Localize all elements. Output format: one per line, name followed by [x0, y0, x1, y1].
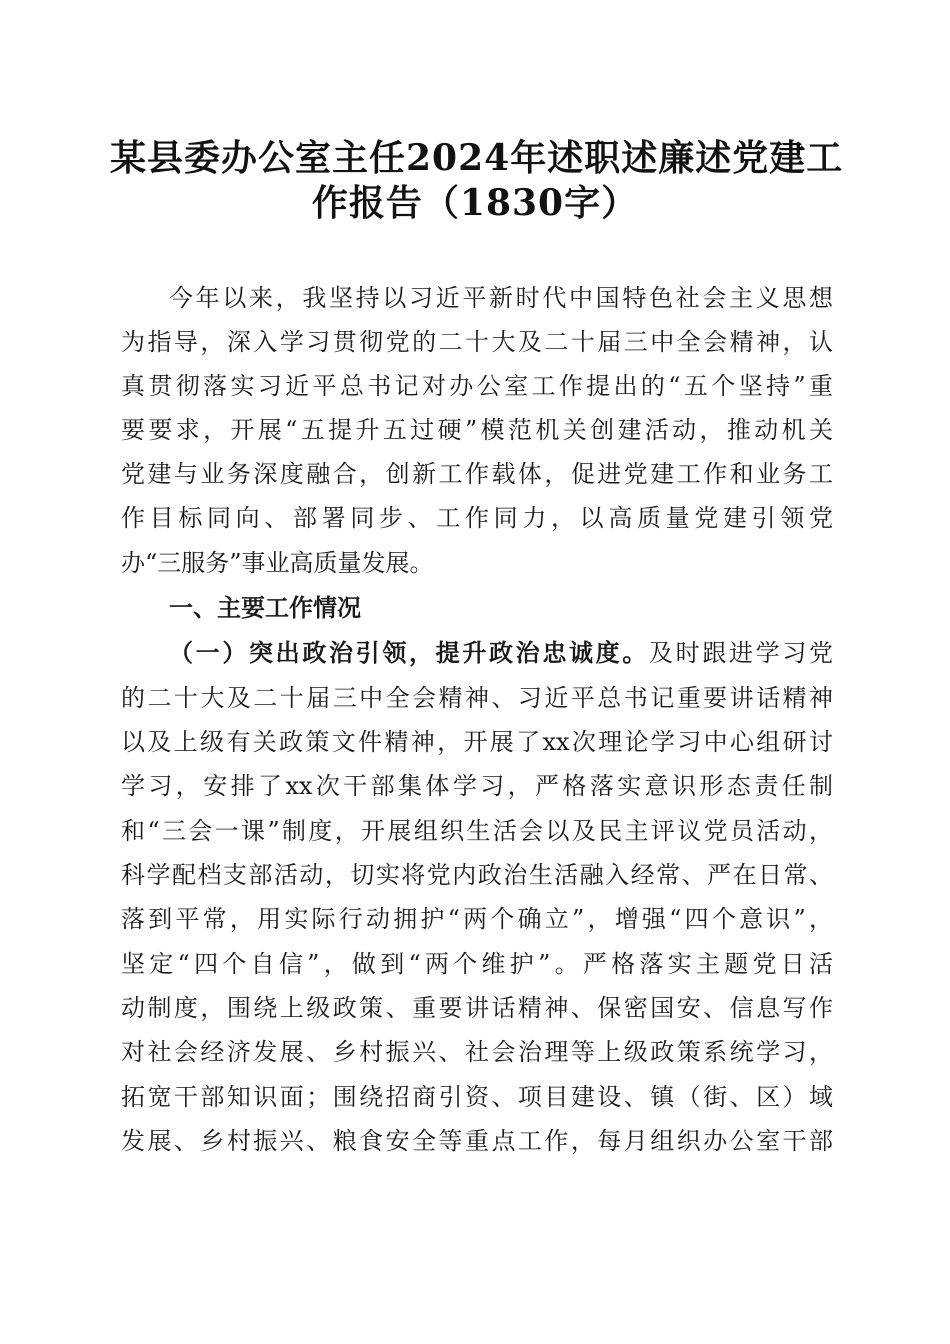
body-line: 落到平常，用实际行动拥护“两个确立”，增强“四个意识”，	[121, 905, 833, 933]
document-title-line-2: 作报告（1830字）	[311, 182, 639, 224]
body-line: 的二十大及二十届三中全会精神、习近平总书记重要讲话精神	[121, 684, 833, 712]
intro-line: 今年以来，我坚持以习近平新时代中国特色社会主义思想	[169, 284, 833, 312]
body-line: 动制度，围绕上级政策、重要讲话精神、保密国安、信息写作	[121, 994, 833, 1022]
intro-line: 党建与业务深度融合，创新工作载体，促进党建工作和业务工	[121, 460, 833, 488]
subsection-first-rest: 及时跟进学习党	[649, 639, 833, 667]
subsection-lead: （一）突出政治引领，提升政治忠诚度。	[169, 638, 649, 667]
intro-line: 办“三服务”事业高质量发展。	[121, 549, 434, 577]
body-line: 学习，安排了xx次干部集体学习，严格落实意识形态责任制	[121, 772, 833, 800]
subsection-first-line	[169, 635, 833, 671]
body-line: 和“三会一课”制度，开展组织生活会以及民主评议党员活动，	[121, 817, 833, 845]
section-heading: 一、主要工作情况	[169, 594, 361, 622]
body-line: 以及上级有关政策文件精神，开展了xx次理论学习中心组研讨	[121, 728, 833, 756]
intro-line: 为指导，深入学习贯彻党的二十大及二十届三中全会精神，认	[121, 328, 833, 356]
intro-line: 要要求，开展“五提升五过硬”模范机关创建活动，推动机关	[121, 416, 833, 444]
intro-line: 真贯彻落实习近平总书记对办公室工作提出的“五个坚持”重	[121, 372, 833, 400]
body-line: 坚定“四个自信”，做到“两个维护”。严格落实主题党日活	[121, 950, 833, 978]
body-line: 科学配档支部活动，切实将党内政治生活融入经常、严在日常、	[121, 861, 833, 889]
body-line: 发展、乡村振兴、粮食安全等重点工作，每月组织办公室干部	[121, 1127, 833, 1155]
body-line: 拓宽干部知识面；围绕招商引资、项目建设、镇（街、区）域	[121, 1083, 833, 1111]
document-title-line-1: 某县委办公室主任2024年述职述廉述党建工	[110, 137, 844, 179]
body-line: 对社会经济发展、乡村振兴、社会治理等上级政策系统学习，	[121, 1038, 833, 1066]
intro-line: 作目标同向、部署同步、工作同力，以高质量党建引领党	[121, 504, 833, 532]
